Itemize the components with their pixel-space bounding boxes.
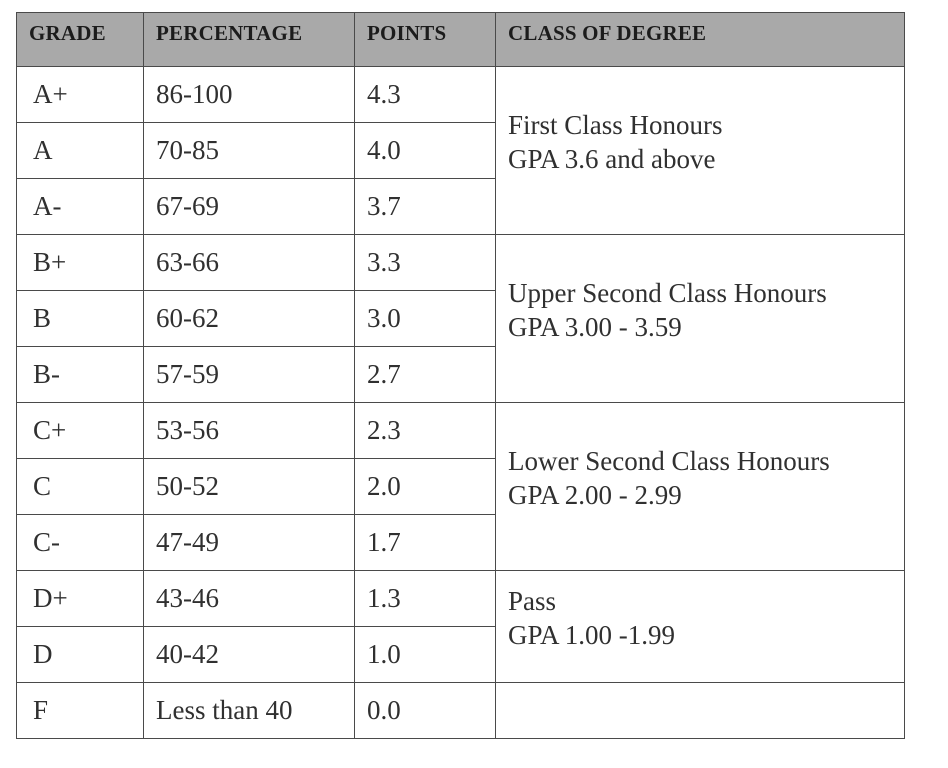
- table-row: [17, 571, 905, 627]
- percentage-cell: 40-42: [144, 627, 355, 683]
- header-grade: GRADE: [17, 13, 144, 67]
- grade-cell: A-: [17, 179, 144, 235]
- points-cell: 3.3: [355, 235, 496, 291]
- class-gpa: GPA 3.00 - 3.59: [508, 311, 682, 342]
- header-class-of-degree: CLASS OF DEGREE: [496, 13, 905, 67]
- percentage-cell: 60-62: [144, 291, 355, 347]
- percentage-cell: 47-49: [144, 515, 355, 571]
- class-cell-upper-second: [496, 235, 905, 403]
- table-body: [17, 67, 905, 739]
- header-percentage: PERCENTAGE: [144, 13, 355, 67]
- points-cell: 2.0: [355, 459, 496, 515]
- class-gpa: GPA 1.00 -1.99: [508, 619, 676, 650]
- grade-cell: A+: [17, 67, 144, 123]
- grade-cell: B-: [17, 347, 144, 403]
- class-title: Pass: [508, 585, 557, 616]
- percentage-cell: 70-85: [144, 123, 355, 179]
- percentage-cell: 86-100: [144, 67, 355, 123]
- grade-cell: C+: [17, 403, 144, 459]
- class-cell-pass: [496, 571, 905, 683]
- points-cell: 1.3: [355, 571, 496, 627]
- class-title: Lower Second Class Honours: [508, 445, 830, 476]
- points-cell: 1.0: [355, 627, 496, 683]
- grade-cell: D: [17, 627, 144, 683]
- percentage-cell: 53-56: [144, 403, 355, 459]
- points-cell: 1.7: [355, 515, 496, 571]
- class-cell-first: [496, 67, 905, 235]
- class-title: Upper Second Class Honours: [508, 277, 827, 308]
- points-cell: 3.7: [355, 179, 496, 235]
- grade-cell: C-: [17, 515, 144, 571]
- header-points: POINTS: [355, 13, 496, 67]
- table-row: [17, 235, 905, 291]
- table-row: [17, 67, 905, 123]
- points-cell: 3.0: [355, 291, 496, 347]
- points-cell: 2.3: [355, 403, 496, 459]
- percentage-cell: 67-69: [144, 179, 355, 235]
- class-cell-empty: [496, 683, 905, 739]
- grade-cell: B+: [17, 235, 144, 291]
- grading-table: [16, 12, 905, 739]
- grade-cell: F: [17, 683, 144, 739]
- table-row: [17, 403, 905, 459]
- class-cell-lower-second: [496, 403, 905, 571]
- points-cell: 0.0: [355, 683, 496, 739]
- grade-cell: A: [17, 123, 144, 179]
- table-row: [17, 683, 905, 739]
- percentage-cell: 50-52: [144, 459, 355, 515]
- percentage-cell: Less than 40: [144, 683, 355, 739]
- class-gpa: GPA 2.00 - 2.99: [508, 479, 682, 510]
- points-cell: 4.0: [355, 123, 496, 179]
- grade-cell: D+: [17, 571, 144, 627]
- points-cell: 2.7: [355, 347, 496, 403]
- grade-cell: B: [17, 291, 144, 347]
- percentage-cell: 43-46: [144, 571, 355, 627]
- class-gpa: GPA 3.6 and above: [508, 143, 716, 174]
- percentage-cell: 57-59: [144, 347, 355, 403]
- points-cell: 4.3: [355, 67, 496, 123]
- class-title: First Class Honours: [508, 109, 723, 140]
- grade-cell: C: [17, 459, 144, 515]
- table-header: [17, 13, 905, 67]
- percentage-cell: 63-66: [144, 235, 355, 291]
- header-row: [17, 13, 905, 67]
